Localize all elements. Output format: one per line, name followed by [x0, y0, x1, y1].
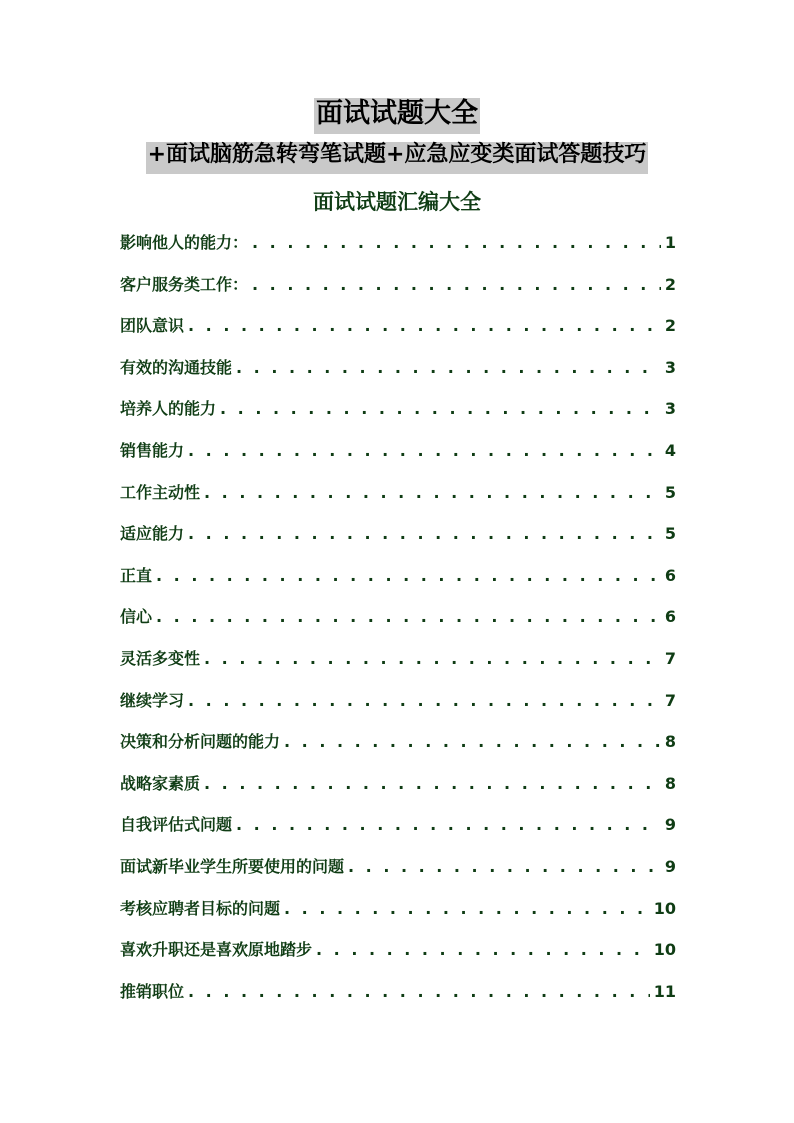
toc-entry[interactable]: [120, 313, 676, 355]
toc-entry[interactable]: [120, 521, 676, 563]
toc-dot-leader: [188, 441, 661, 460]
toc-entry[interactable]: [120, 979, 676, 1021]
toc-entry[interactable]: [120, 688, 676, 730]
toc-entry-page: 11: [653, 981, 676, 1001]
toc-dot-leader: [156, 607, 661, 626]
document-title: 面试试题大全: [314, 98, 480, 134]
toc-dot-leader: [204, 649, 661, 668]
toc-entry-page: 9: [664, 856, 676, 876]
toc-entry-label: 喜欢升职还是喜欢原地踏步: [120, 940, 313, 960]
toc-entry-label: 推销职位: [120, 981, 185, 1001]
toc-dot-leader: [236, 815, 661, 834]
toc-entry[interactable]: [120, 604, 676, 646]
toc-dot-leader: [188, 982, 650, 1001]
toc-entry-page: 6: [664, 607, 676, 627]
toc-heading: 面试试题汇编大全: [313, 190, 481, 214]
toc-dot-leader: [316, 940, 650, 959]
toc-entry-label: 正直: [120, 565, 153, 585]
toc-dot-leader: [284, 732, 661, 751]
toc-entry-page: 9: [664, 815, 676, 835]
toc-entry[interactable]: [120, 937, 676, 979]
toc-dot-leader: [156, 566, 661, 585]
toc-dot-leader: [204, 483, 661, 502]
toc-dot-leader: [236, 358, 661, 377]
toc-entry-label: 信心: [120, 607, 153, 627]
toc-entry[interactable]: [120, 854, 676, 896]
toc-entry-label: 考核应聘者目标的问题: [120, 898, 281, 918]
toc-entry-page: 5: [664, 524, 676, 544]
toc-entry-page: 4: [664, 440, 676, 460]
toc-entry[interactable]: [120, 812, 676, 854]
toc-entry-page: 7: [664, 690, 676, 710]
toc-dot-leader: [188, 316, 661, 335]
toc-entry-page: 7: [664, 648, 676, 668]
toc-entry[interactable]: [120, 355, 676, 397]
toc-entry-page: 1: [664, 233, 676, 252]
toc-dot-leader: [252, 233, 661, 252]
toc-dot-leader: [220, 399, 661, 418]
toc-entry-page: 2: [664, 316, 676, 336]
toc-entry[interactable]: [120, 771, 676, 813]
toc-entry-label: 灵活多变性: [120, 648, 201, 668]
toc-entry-page: 10: [653, 898, 676, 918]
toc-entry[interactable]: [120, 896, 676, 938]
toc-dot-leader: [188, 691, 661, 710]
toc-entry[interactable]: [120, 729, 676, 771]
toc-entry-label: 销售能力: [120, 440, 185, 460]
toc-entry-page: 3: [664, 399, 676, 419]
toc-entry[interactable]: [120, 230, 676, 272]
toc-entry-page: 6: [664, 565, 676, 585]
toc-dot-leader: [284, 899, 650, 918]
toc-entry-page: 3: [664, 357, 676, 377]
toc-entry-label: 决策和分析问题的能力: [120, 732, 281, 752]
toc-entry-page: 5: [664, 482, 676, 502]
toc-entry-label: 面试新毕业学生所要使用的问题: [120, 856, 345, 876]
toc-entry[interactable]: [120, 480, 676, 522]
toc-entry-page: 10: [653, 940, 676, 960]
toc-entry-label: 工作主动性: [120, 482, 201, 502]
toc-entry[interactable]: [120, 396, 676, 438]
toc-dot-leader: [204, 774, 661, 793]
toc-entry-page: 8: [664, 773, 676, 793]
toc-dot-leader: [252, 275, 661, 294]
toc-dot-leader: [348, 857, 661, 876]
toc-entry-label: 战略家素质: [120, 773, 201, 793]
toc-entry-label: 团队意识: [120, 316, 185, 336]
toc-entry-label: 适应能力: [120, 524, 185, 544]
toc-entry-label: 继续学习: [120, 690, 185, 710]
toc-entry[interactable]: [120, 563, 676, 605]
toc-dot-leader: [188, 524, 661, 543]
toc-entry[interactable]: [120, 646, 676, 688]
table-of-contents: [120, 230, 676, 1020]
toc-entry-label: 有效的沟通技能: [120, 357, 233, 377]
title-block: [0, 98, 794, 174]
toc-entry-label: 自我评估式问题: [120, 815, 233, 835]
toc-entry-label: 客户服务类工作：: [120, 274, 249, 294]
toc-entry[interactable]: [120, 438, 676, 480]
toc-entry-label: 影响他人的能力：: [120, 233, 249, 252]
toc-entry-page: 2: [664, 274, 676, 294]
toc-entry[interactable]: [120, 272, 676, 314]
toc-entry-page: 8: [664, 732, 676, 752]
toc-entry-label: 培养人的能力: [120, 399, 217, 419]
document-subtitle: +面试脑筋急转弯笔试题+应急应变类面试答题技巧: [146, 142, 649, 174]
